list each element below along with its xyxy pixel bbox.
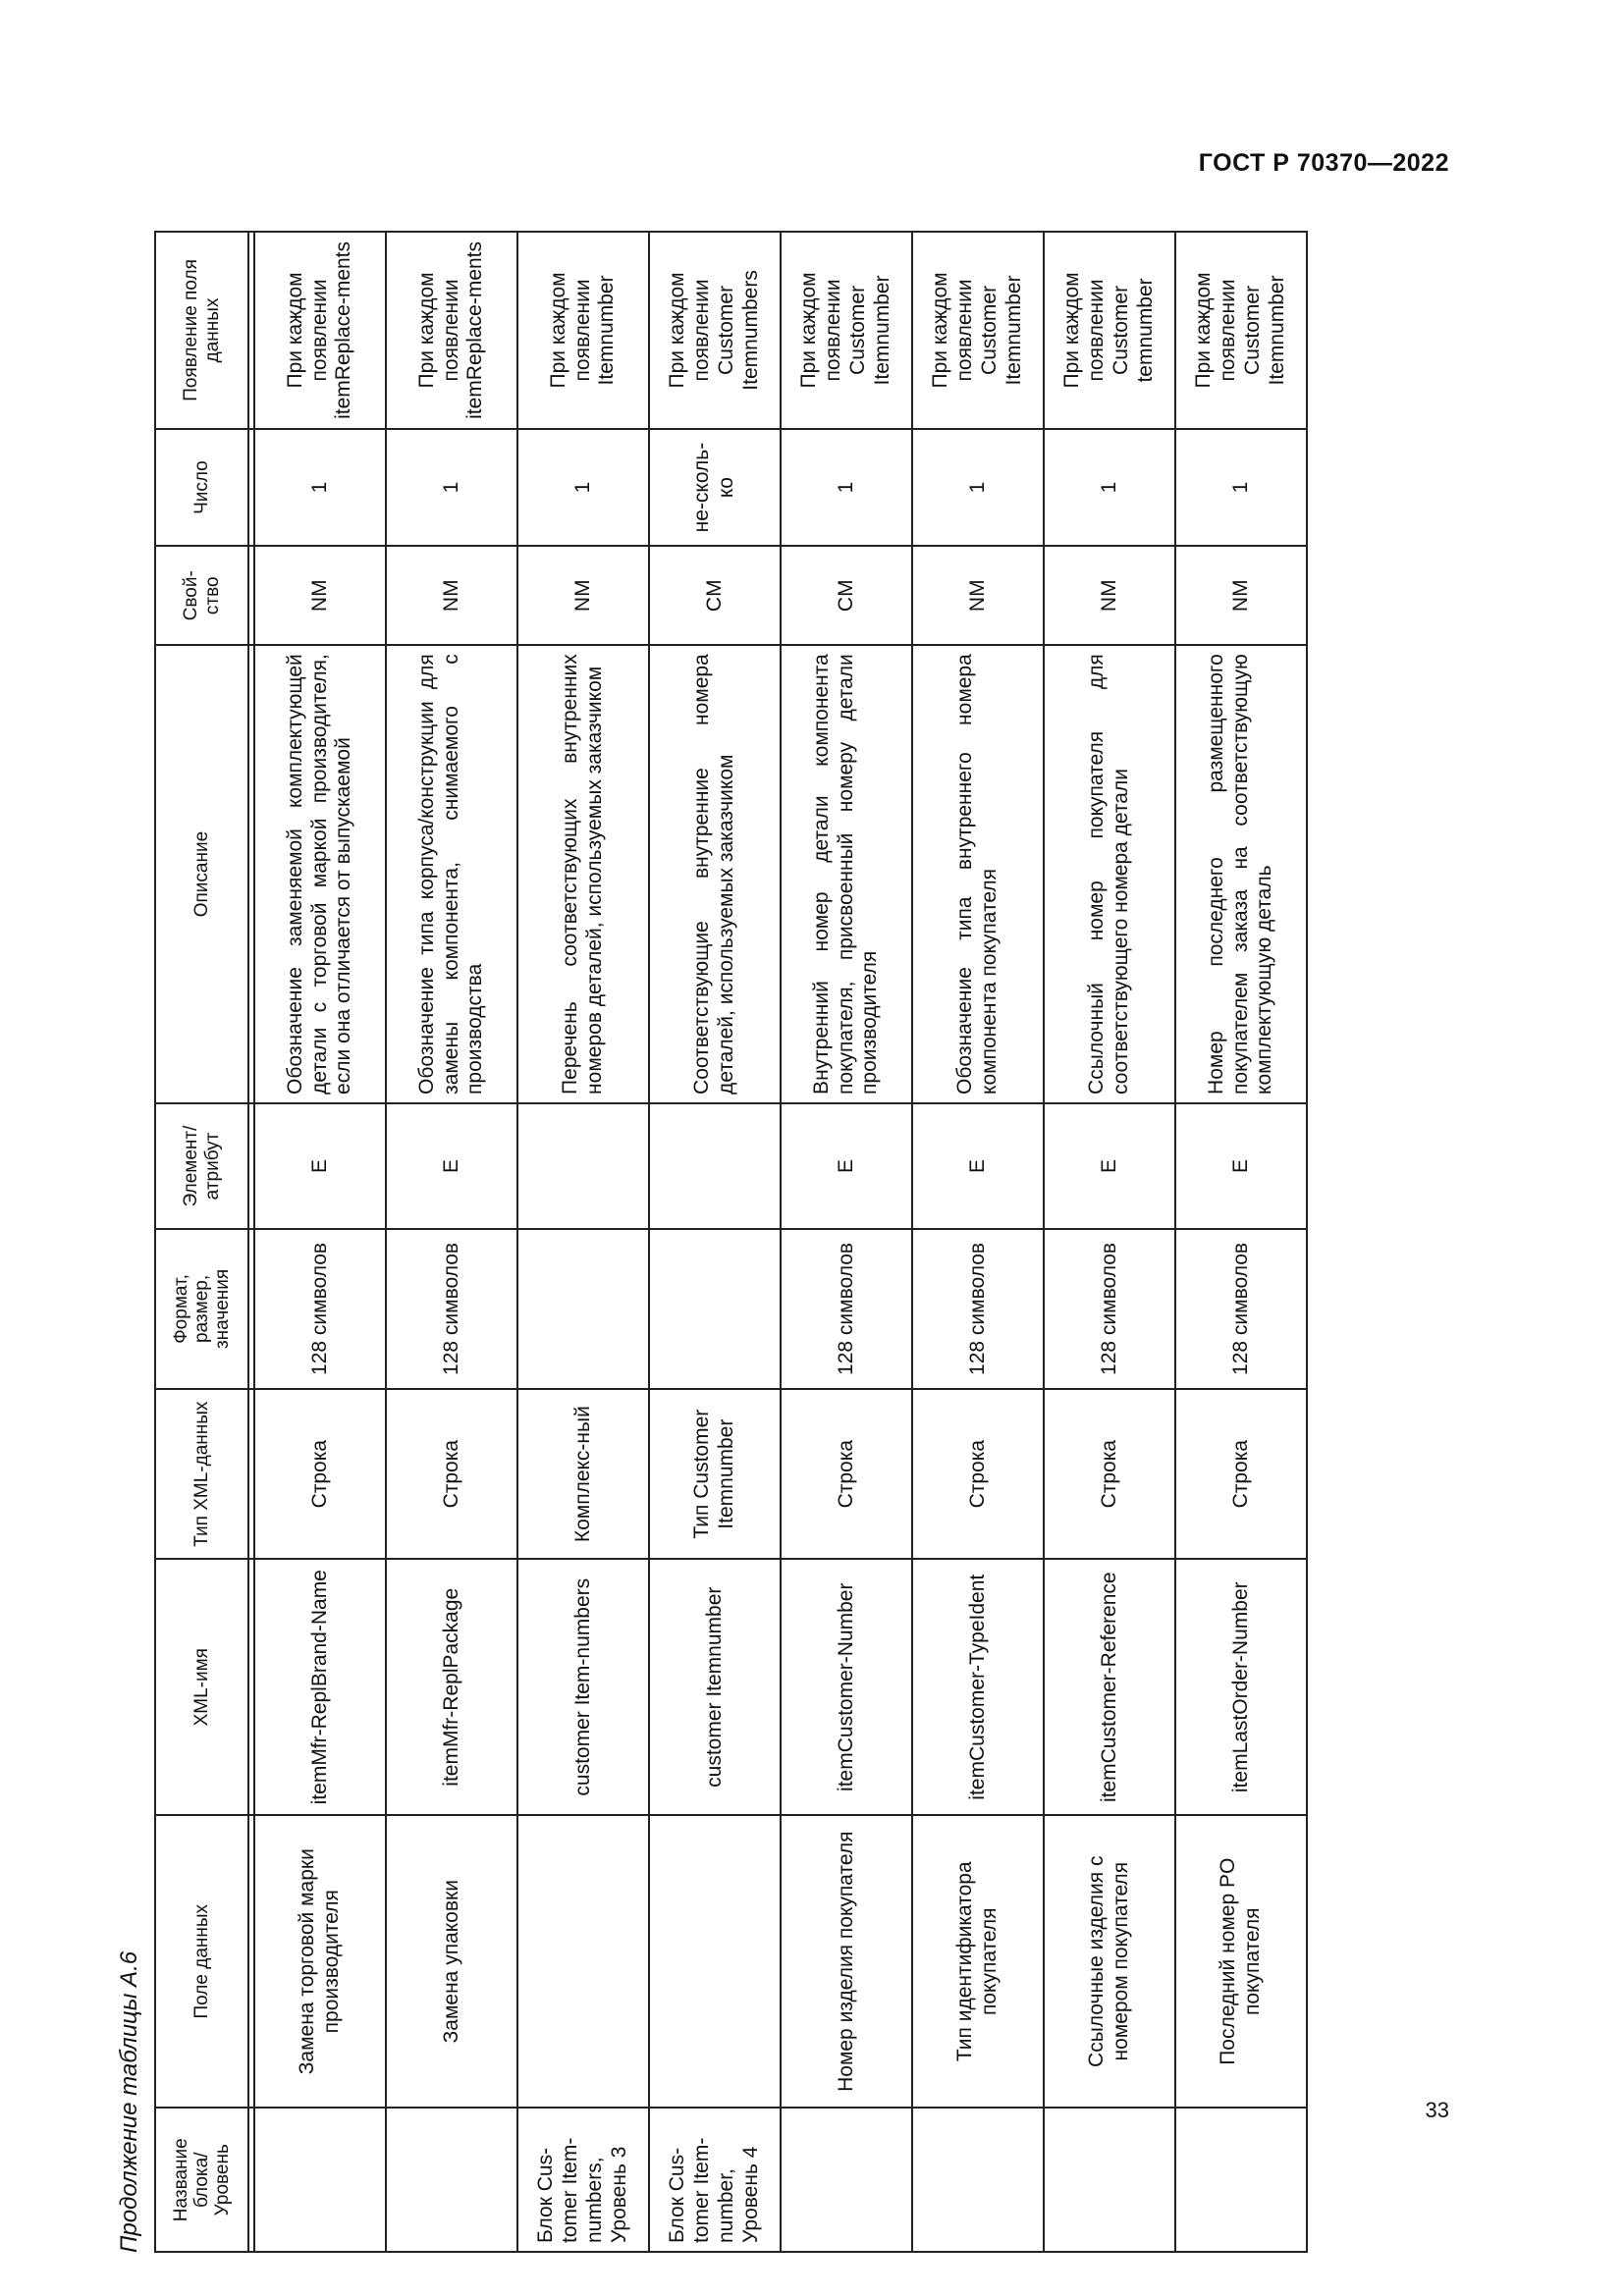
- cell-property: NM: [912, 546, 1044, 645]
- header-count: Число: [155, 429, 248, 546]
- cell-block: Блок Cus-tomer Item-number, Уровень 4: [649, 2108, 781, 2252]
- cell-count: не-сколь-ко: [649, 429, 781, 546]
- cell-xml-type: Тип Customer Itemnumber: [649, 1389, 781, 1560]
- cell-block: [254, 2108, 386, 2252]
- cell-block: [781, 2108, 912, 2252]
- cell-description: Ссылочный номер покупателя для соответствующего номера детали: [1044, 645, 1175, 1103]
- cell-description: Внутренний номер детали компонента покупателя, присвоенный номеру детали производителя: [781, 645, 912, 1103]
- header-property: Свой-ство: [155, 546, 248, 645]
- cell-field: [649, 1815, 781, 2108]
- cell-occurrence: При каждом появлении Customer Itemnumber: [912, 232, 1044, 429]
- table-row: [1175, 232, 1307, 2252]
- cell-format: 128 символов: [386, 1229, 517, 1389]
- cell-format: [649, 1229, 781, 1389]
- cell-property: NM: [386, 546, 517, 645]
- cell-xml-type: Комплекс-ный: [517, 1389, 649, 1560]
- header-row: [155, 232, 248, 2252]
- table-row: [1044, 232, 1175, 2252]
- cell-count: 1: [254, 429, 386, 546]
- cell-occurrence: При каждом появлении Customer Itemnumber: [1175, 232, 1307, 429]
- cell-property: CM: [781, 546, 912, 645]
- cell-xml-name: customer Item-numbers: [517, 1559, 649, 1815]
- cell-xml-type: Строка: [1175, 1389, 1307, 1560]
- cell-property: NM: [1175, 546, 1307, 645]
- cell-occurrence: При каждом появлении itemReplace-ments: [254, 232, 386, 429]
- page-number: 33: [1425, 2098, 1449, 2122]
- cell-occurrence: При каждом появлении Itemnumber: [517, 232, 649, 429]
- cell-count: 1: [912, 429, 1044, 546]
- header-description: Описание: [155, 645, 248, 1103]
- cell-xml-name: itemCustomer-Reference: [1044, 1559, 1175, 1815]
- cell-xml-name: itemCustomer-TypeIdent: [912, 1559, 1044, 1815]
- cell-xml-type: Строка: [254, 1389, 386, 1560]
- rotated-table-area: [110, 231, 1306, 2253]
- cell-description: Перечень соответствующих внутренних номеров деталей, используемых заказчиком: [517, 645, 649, 1103]
- cell-field: Тип идентификатора покупателя: [912, 1815, 1044, 2108]
- header-block-level: Название блока/ Уровень: [155, 2108, 248, 2252]
- cell-count: 1: [781, 429, 912, 546]
- cell-description: Обозначение заменяемой комплектующей детали с торговой маркой производителя, если она отличается от выпускаемой: [254, 645, 386, 1103]
- cell-element: E: [254, 1103, 386, 1229]
- cell-element: E: [1175, 1103, 1307, 1229]
- cell-description: Соответствующие внутренние номера деталей, используемых заказчиком: [649, 645, 781, 1103]
- cell-block: [912, 2108, 1044, 2252]
- cell-field: [517, 1815, 649, 2108]
- cell-field: Последний номер PO покупателя: [1175, 1815, 1307, 2108]
- table-row: [649, 232, 781, 2252]
- cell-element: E: [1044, 1103, 1175, 1229]
- table-row: [517, 232, 649, 2252]
- cell-count: 1: [1044, 429, 1175, 546]
- cell-xml-type: Строка: [912, 1389, 1044, 1560]
- cell-format: 128 символов: [1175, 1229, 1307, 1389]
- cell-occurrence: При каждом появлении Customer temnumber: [1044, 232, 1175, 429]
- header-xml-type: Тип XML-данных: [155, 1389, 248, 1560]
- header-occurrence: Появление поля данных: [155, 232, 248, 429]
- cell-occurrence: При каждом появлении Customer Itemnumbers: [649, 232, 781, 429]
- cell-field: Замена упаковки: [386, 1815, 517, 2108]
- table-row: [912, 232, 1044, 2252]
- cell-xml-name: customer Itemnumber: [649, 1559, 781, 1815]
- cell-format: 128 символов: [1044, 1229, 1175, 1389]
- cell-xml-type: Строка: [386, 1389, 517, 1560]
- data-table: [154, 231, 1308, 2253]
- cell-block: Блок Cus-tomer Item-numbers, Уровень 3: [517, 2108, 649, 2252]
- table-row: [386, 232, 517, 2252]
- cell-description: Обозначение типа корпуса/конструкции для замены компонента, снимаемого с производства: [386, 645, 517, 1103]
- cell-xml-name: itemCustomer-Number: [781, 1559, 912, 1815]
- cell-element: [649, 1103, 781, 1229]
- cell-block: [1175, 2108, 1307, 2252]
- cell-xml-type: Строка: [1044, 1389, 1175, 1560]
- cell-property: CM: [649, 546, 781, 645]
- cell-count: 1: [517, 429, 649, 546]
- cell-description: Обозначение типа внутреннего номера компонента покупателя: [912, 645, 1044, 1103]
- cell-xml-name: itemLastOrder-Number: [1175, 1559, 1307, 1815]
- cell-field: Номер изделия покупателя: [781, 1815, 912, 2108]
- cell-block: [1044, 2108, 1175, 2252]
- cell-count: 1: [1175, 429, 1307, 546]
- header-xml-name: XML-имя: [155, 1559, 248, 1815]
- cell-description: Номер последнего размещенного покупателем заказа на соответствующую комплектующую деталь: [1175, 645, 1307, 1103]
- table-row: [254, 232, 386, 2252]
- cell-element: E: [781, 1103, 912, 1229]
- cell-format: [517, 1229, 649, 1389]
- cell-property: NM: [517, 546, 649, 645]
- cell-block: [386, 2108, 517, 2252]
- standard-header: ГОСТ Р 70370—2022: [1198, 149, 1449, 177]
- table-caption: Продолжение таблицы А.6: [116, 1950, 142, 2253]
- cell-xml-type: Строка: [781, 1389, 912, 1560]
- header-format: Формат, размер, значения: [155, 1229, 248, 1389]
- cell-occurrence: При каждом появлении itemReplace-ments: [386, 232, 517, 429]
- cell-occurrence: При каждом появлении Customer Itemnumber: [781, 232, 912, 429]
- cell-xml-name: itemMfr-ReplPackage: [386, 1559, 517, 1815]
- cell-field: Ссылочные изделия с номером покупателя: [1044, 1815, 1175, 2108]
- cell-format: 128 символов: [912, 1229, 1044, 1389]
- cell-field: Замена торговой марки производителя: [254, 1815, 386, 2108]
- table-row: [781, 232, 912, 2252]
- header-element-attribute: Элемент/ атрибут: [155, 1103, 248, 1229]
- cell-element: [517, 1103, 649, 1229]
- cell-count: 1: [386, 429, 517, 546]
- cell-format: 128 символов: [254, 1229, 386, 1389]
- cell-xml-name: itemMfr-ReplBrand-Name: [254, 1559, 386, 1815]
- cell-property: NM: [1044, 546, 1175, 645]
- cell-property: NM: [254, 546, 386, 645]
- cell-element: E: [386, 1103, 517, 1229]
- cell-format: 128 символов: [781, 1229, 912, 1389]
- header-data-field: Поле данных: [155, 1815, 248, 2108]
- cell-element: E: [912, 1103, 1044, 1229]
